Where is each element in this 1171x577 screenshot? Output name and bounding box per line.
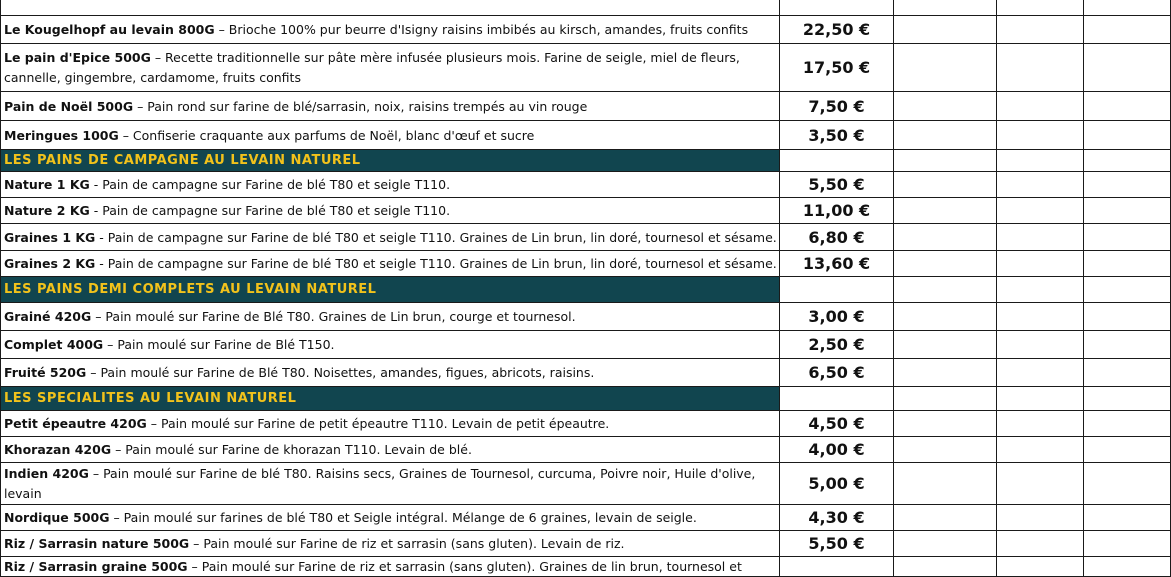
price-cell: 5,00 € (780, 463, 894, 505)
empty-cell[interactable] (997, 387, 1084, 411)
price-cell: 17,50 € (780, 44, 894, 92)
product-description-cell (1, 303, 780, 331)
empty-cell[interactable] (894, 411, 997, 437)
product-name: Riz / Sarrasin nature 500G (4, 536, 190, 551)
price-cell: 5,50 € (780, 531, 894, 557)
price-cell: 4,50 € (780, 411, 894, 437)
product-name: Graines 2 KG (4, 256, 96, 271)
section-header-row (1, 277, 1171, 303)
product-description: – Pain rond sur farine de blé/sarrasin, noix, raisins trempés au vin rouge (133, 98, 588, 114)
product-description-cell (1, 0, 780, 16)
product-description-cell (1, 16, 780, 44)
product-description: – Pain moulé sur Farine de Blé T80. Graines de Lin brun, courge et tournesol. (91, 309, 576, 324)
empty-cell[interactable] (997, 411, 1084, 437)
product-row (1, 531, 1171, 557)
empty-cell[interactable] (1084, 359, 1171, 387)
product-row (1, 437, 1171, 463)
product-description-cell (1, 463, 780, 505)
product-description-cell (1, 224, 780, 251)
empty-cell[interactable] (997, 437, 1084, 463)
empty-cell[interactable] (1084, 331, 1171, 359)
product-name: Grainé 420G (4, 309, 92, 324)
empty-cell[interactable] (1084, 150, 1171, 172)
product-description-cell (1, 437, 780, 463)
product-description: – Pain moulé sur farines de blé T80 et Seigle intégral. Mélange de 6 graines, levain de seigle. (109, 510, 697, 525)
empty-cell[interactable] (894, 224, 997, 251)
product-description: - Pain de campagne sur Farine de blé T80 et seigle T110. (89, 203, 451, 218)
empty-cell[interactable] (894, 531, 997, 557)
empty-cell[interactable] (997, 0, 1084, 16)
empty-cell[interactable] (997, 224, 1084, 251)
product-name: Meringues 100G (4, 127, 119, 143)
product-row (1, 331, 1171, 359)
price-cell: 3,00 € (780, 303, 894, 331)
price-cell: 2,50 € (780, 331, 894, 359)
empty-cell[interactable] (997, 557, 1084, 577)
product-name: Nature 2 KG (4, 203, 90, 218)
empty-cell[interactable] (1084, 224, 1171, 251)
empty-cell[interactable] (997, 150, 1084, 172)
product-row (1, 251, 1171, 277)
price-cell: 6,50 € (780, 359, 894, 387)
empty-cell[interactable] (1084, 251, 1171, 277)
empty-cell[interactable] (997, 505, 1084, 531)
product-description-cell (1, 251, 780, 277)
empty-cell[interactable] (1084, 121, 1171, 150)
price-cell: 13,60 € (780, 251, 894, 277)
product-description: – Pain moulé sur Farine de khorazan T110. Levain de blé. (111, 442, 472, 457)
section-title: LES PAINS DE CAMPAGNE AU LEVAIN NATUREL (1, 150, 780, 172)
product-row (1, 0, 1171, 16)
empty-cell[interactable] (894, 172, 997, 198)
empty-cell[interactable] (1084, 303, 1171, 331)
price-cell: 22,50 € (780, 16, 894, 44)
price-cell (780, 277, 894, 303)
empty-cell[interactable] (997, 172, 1084, 198)
product-description-cell (1, 172, 780, 198)
empty-cell[interactable] (894, 505, 997, 531)
product-name: Le Kougelhopf au levain 800G (4, 22, 215, 37)
section-title: LES SPECIALITES AU LEVAIN NATUREL (1, 387, 780, 411)
price-cell (780, 387, 894, 411)
empty-cell[interactable] (997, 359, 1084, 387)
empty-cell[interactable] (1084, 92, 1171, 121)
empty-cell[interactable] (997, 198, 1084, 224)
price-cell (780, 150, 894, 172)
product-description: – Confiserie craquante aux parfums de Noël, blanc d'œuf et sucre (118, 127, 535, 143)
empty-cell[interactable] (1084, 437, 1171, 463)
product-description: – Pain moulé sur Farine de riz et sarrasin (sans gluten). Levain de riz. (189, 536, 625, 551)
product-description-cell (1, 505, 780, 531)
empty-cell[interactable] (894, 463, 997, 505)
product-description: - Pain de campagne sur Farine de blé T80 et seigle T110. Graines de Lin brun, lin doré, tournesol et sésame. (95, 229, 777, 245)
empty-cell[interactable] (894, 198, 997, 224)
product-description-cell (1, 44, 780, 92)
product-row (1, 172, 1171, 198)
product-description: – Brioche 100% pur beurre d'Isigny raisins imbibés au kirsch, amandes, fruits confits (214, 22, 749, 37)
empty-cell[interactable] (894, 150, 997, 172)
empty-cell[interactable] (1084, 198, 1171, 224)
product-description-cell (1, 411, 780, 437)
product-row (1, 463, 1171, 505)
product-description: – Pain moulé sur Farine de petit épeautre T110. Levain de petit épeautre. (146, 416, 610, 431)
empty-cell[interactable] (1084, 0, 1171, 16)
empty-cell[interactable] (997, 16, 1084, 44)
product-row (1, 303, 1171, 331)
price-cell: 4,00 € (780, 437, 894, 463)
product-name: Riz / Sarrasin graine 500G (4, 559, 188, 574)
product-description-cell (1, 92, 780, 121)
empty-cell[interactable] (997, 463, 1084, 505)
product-name: Petit épeautre 420G (4, 416, 147, 431)
product-row (1, 16, 1171, 44)
empty-cell[interactable] (1084, 277, 1171, 303)
section-title: LES PAINS DEMI COMPLETS AU LEVAIN NATUREL (1, 277, 780, 303)
product-description: – Pain moulé sur Farine de blé T80. Raisins secs, Graines de Tournesol, curcuma, Poivre noir, Huile d'olive, levain (4, 466, 756, 501)
product-description: – Pain moulé sur Farine de Blé T80. Noisettes, amandes, figues, abricots, raisins. (86, 365, 595, 380)
product-row (1, 198, 1171, 224)
section-header-row (1, 150, 1171, 172)
empty-cell[interactable] (894, 359, 997, 387)
empty-cell[interactable] (1084, 16, 1171, 44)
price-cell: 5,50 € (780, 172, 894, 198)
product-name: Complet 400G (4, 337, 104, 352)
product-row (1, 411, 1171, 437)
price-cell: 3,50 € (780, 121, 894, 150)
product-row (1, 121, 1171, 150)
product-name: Khorazan 420G (4, 442, 112, 457)
empty-cell[interactable] (894, 44, 997, 92)
empty-cell[interactable] (894, 387, 997, 411)
product-description-cell (1, 198, 780, 224)
empty-cell[interactable] (894, 331, 997, 359)
empty-cell[interactable] (997, 44, 1084, 92)
product-description-cell (1, 331, 780, 359)
empty-cell[interactable] (894, 303, 997, 331)
product-row (1, 359, 1171, 387)
product-name: Pain de Noël 500G (4, 98, 134, 114)
product-name: Indien 420G (4, 466, 89, 481)
empty-cell[interactable] (894, 437, 997, 463)
price-cell (780, 557, 894, 577)
empty-cell[interactable] (894, 251, 997, 277)
empty-cell[interactable] (1084, 172, 1171, 198)
empty-cell[interactable] (894, 16, 997, 44)
price-cell: 11,00 € (780, 198, 894, 224)
product-name: Nordique 500G (4, 510, 110, 525)
product-row (1, 557, 1171, 577)
empty-cell[interactable] (997, 331, 1084, 359)
empty-cell[interactable] (997, 121, 1084, 150)
product-description: – Pain moulé sur Farine de Blé T150. (103, 337, 335, 352)
empty-cell[interactable] (1084, 505, 1171, 531)
product-description: – Recette traditionnelle sur pâte mère infusée plusieurs mois. Farine de seigle, miel de fleurs, cannelle, gingembre, cardamome, fruits confits (4, 50, 740, 85)
empty-cell[interactable] (997, 303, 1084, 331)
product-name: Graines 1 KG (4, 229, 96, 245)
product-row (1, 224, 1171, 251)
price-cell: 6,80 € (780, 224, 894, 251)
empty-cell[interactable] (1084, 44, 1171, 92)
product-description: - Pain de campagne sur Farine de blé T80 et seigle T110. (89, 177, 451, 192)
product-row (1, 505, 1171, 531)
empty-cell[interactable] (894, 121, 997, 150)
empty-cell[interactable] (894, 0, 997, 16)
empty-cell[interactable] (1084, 387, 1171, 411)
price-cell: 7,50 € (780, 92, 894, 121)
empty-cell[interactable] (1084, 463, 1171, 505)
product-description-cell (1, 359, 780, 387)
empty-cell[interactable] (894, 557, 997, 577)
product-description-cell (1, 121, 780, 150)
product-description: - Pain de campagne sur Farine de blé T80 et seigle T110. Graines de Lin brun, lin doré, tournesol et sésame. (95, 256, 777, 271)
price-cell (780, 0, 894, 16)
empty-cell[interactable] (1084, 531, 1171, 557)
product-row (1, 44, 1171, 92)
product-name: Fruité 520G (4, 365, 87, 380)
price-cell: 4,30 € (780, 505, 894, 531)
empty-cell[interactable] (997, 277, 1084, 303)
empty-cell[interactable] (997, 92, 1084, 121)
empty-cell[interactable] (894, 277, 997, 303)
product-description-cell (1, 557, 780, 577)
product-row (1, 92, 1171, 121)
empty-cell[interactable] (997, 251, 1084, 277)
empty-cell[interactable] (1084, 411, 1171, 437)
empty-cell[interactable] (894, 92, 997, 121)
empty-cell[interactable] (1084, 557, 1171, 577)
product-name: Le pain d'Epice 500G (4, 50, 151, 65)
section-header-row (1, 387, 1171, 411)
product-name: Nature 1 KG (4, 177, 90, 192)
product-description-cell (1, 531, 780, 557)
empty-cell[interactable] (997, 531, 1084, 557)
product-description: – Pain moulé sur Farine de riz et sarrasin (sans gluten). Graines de lin brun, tournesol et (187, 559, 742, 574)
